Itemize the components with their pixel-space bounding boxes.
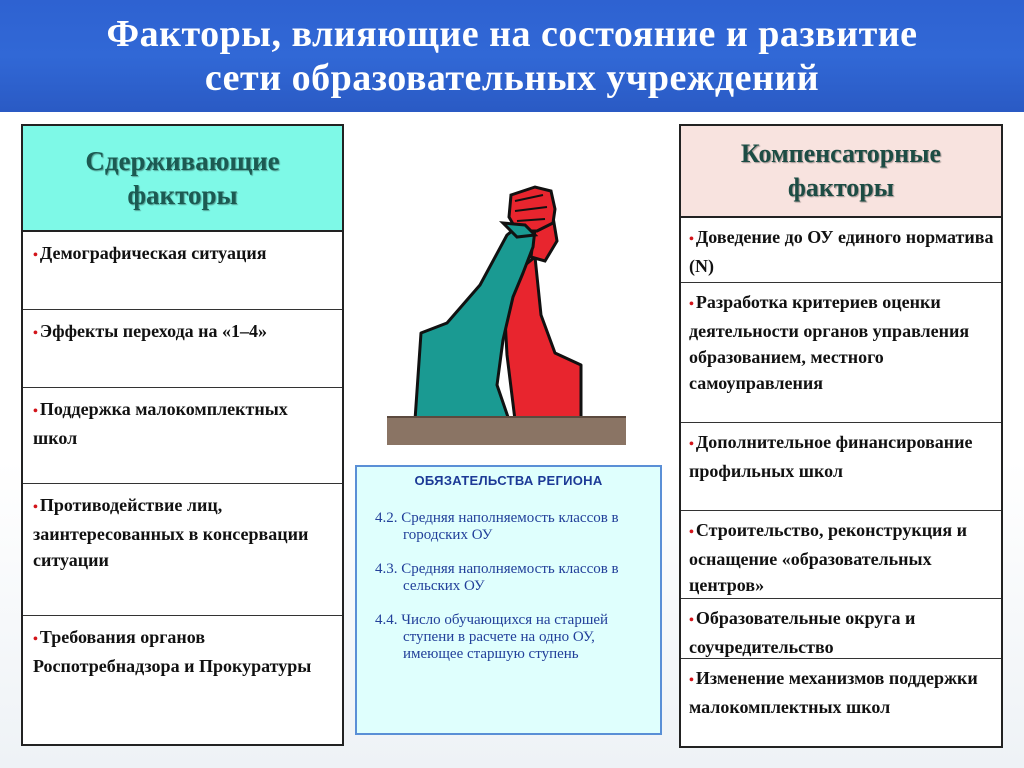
- restraining-factor-item: [23, 388, 342, 484]
- page-title: [106, 12, 917, 100]
- compensatory-factor-text: Разработка критериев оценки деятельности органов управления образованием, местного самоуправления: [689, 292, 970, 393]
- restraining-factor-text: Требования органов Роспотребнадзора и Прокуратуры: [33, 627, 312, 676]
- title-bar: [0, 0, 1024, 112]
- restraining-factor-item: [23, 310, 342, 388]
- bullet-icon: •: [33, 404, 38, 419]
- compensatory-factor-text: Строительство, реконструкция и оснащение «образовательных центров»: [689, 520, 968, 595]
- compensatory-factor-item: [681, 511, 1001, 599]
- compensatory-factor-text: Образовательные округа и соучредительство: [689, 608, 916, 657]
- restraining-factor-item: [23, 484, 342, 616]
- bullet-icon: •: [33, 248, 38, 263]
- compensatory-factors-header: [681, 126, 1001, 218]
- commitment-item: 4.2. Средняя наполняемость классов в городских ОУ: [375, 510, 619, 543]
- restraining-factor-item: [23, 616, 342, 744]
- bullet-icon: •: [689, 437, 694, 452]
- restraining-factors-panel: [21, 124, 344, 746]
- restraining-factors-header: [23, 126, 342, 232]
- bullet-icon: •: [33, 500, 38, 515]
- commitment-item: 4.4. Число обучающихся на старшей ступени в расчете на одно ОУ, имеющее старшую ступень: [375, 612, 609, 662]
- compensatory-factors-panel: [679, 124, 1003, 748]
- commitment-item: 4.3. Средняя наполняемость классов в сельских ОУ: [375, 561, 619, 594]
- restraining-factor-item: [23, 232, 342, 310]
- compensatory-factor-item: [681, 423, 1001, 511]
- compensatory-factor-text: Изменение механизмов поддержки малокомплектных школ: [689, 668, 978, 717]
- arm-wrestling-icon: [385, 165, 628, 447]
- compensatory-factor-item: [681, 599, 1001, 659]
- right-header-line-2: факторы: [787, 173, 895, 202]
- arm-wrestling-illustration: [385, 165, 628, 447]
- bullet-icon: •: [689, 232, 694, 247]
- compensatory-factor-item: [681, 659, 1001, 746]
- right-header-line-1: Компенсаторные: [740, 139, 942, 168]
- title-line-1: Факторы, влияющие на состояние и развитие: [106, 13, 918, 55]
- bullet-icon: •: [33, 326, 38, 341]
- region-commitments-title: ОБЯЗАТЕЛЬСТВА РЕГИОНА: [414, 473, 603, 488]
- restraining-factor-text: Поддержка малокомплектных школ: [33, 399, 288, 448]
- compensatory-factor-item: [681, 283, 1001, 423]
- bullet-icon: •: [689, 297, 694, 312]
- restraining-factor-text: Противодействие лиц, заинтересованных в консервации ситуации: [33, 495, 309, 570]
- bullet-icon: •: [689, 613, 694, 628]
- compensatory-factor-text: Дополнительное финансирование профильных школ: [689, 432, 973, 481]
- bullet-icon: •: [689, 673, 694, 688]
- restraining-factor-text: Демографическая ситуация: [39, 243, 267, 263]
- compensatory-factor-item: [681, 218, 1001, 283]
- region-commitments-box: [355, 465, 662, 735]
- title-line-2: сети образовательных учреждений: [204, 57, 820, 99]
- left-header-line-1: Сдерживающие: [85, 146, 280, 176]
- bullet-icon: •: [689, 525, 694, 540]
- bullet-icon: •: [33, 632, 38, 647]
- compensatory-factor-text: Доведение до ОУ единого норматива (N): [689, 227, 994, 276]
- restraining-factor-text: Эффекты перехода на «1–4»: [39, 321, 268, 341]
- left-header-line-2: факторы: [127, 180, 238, 210]
